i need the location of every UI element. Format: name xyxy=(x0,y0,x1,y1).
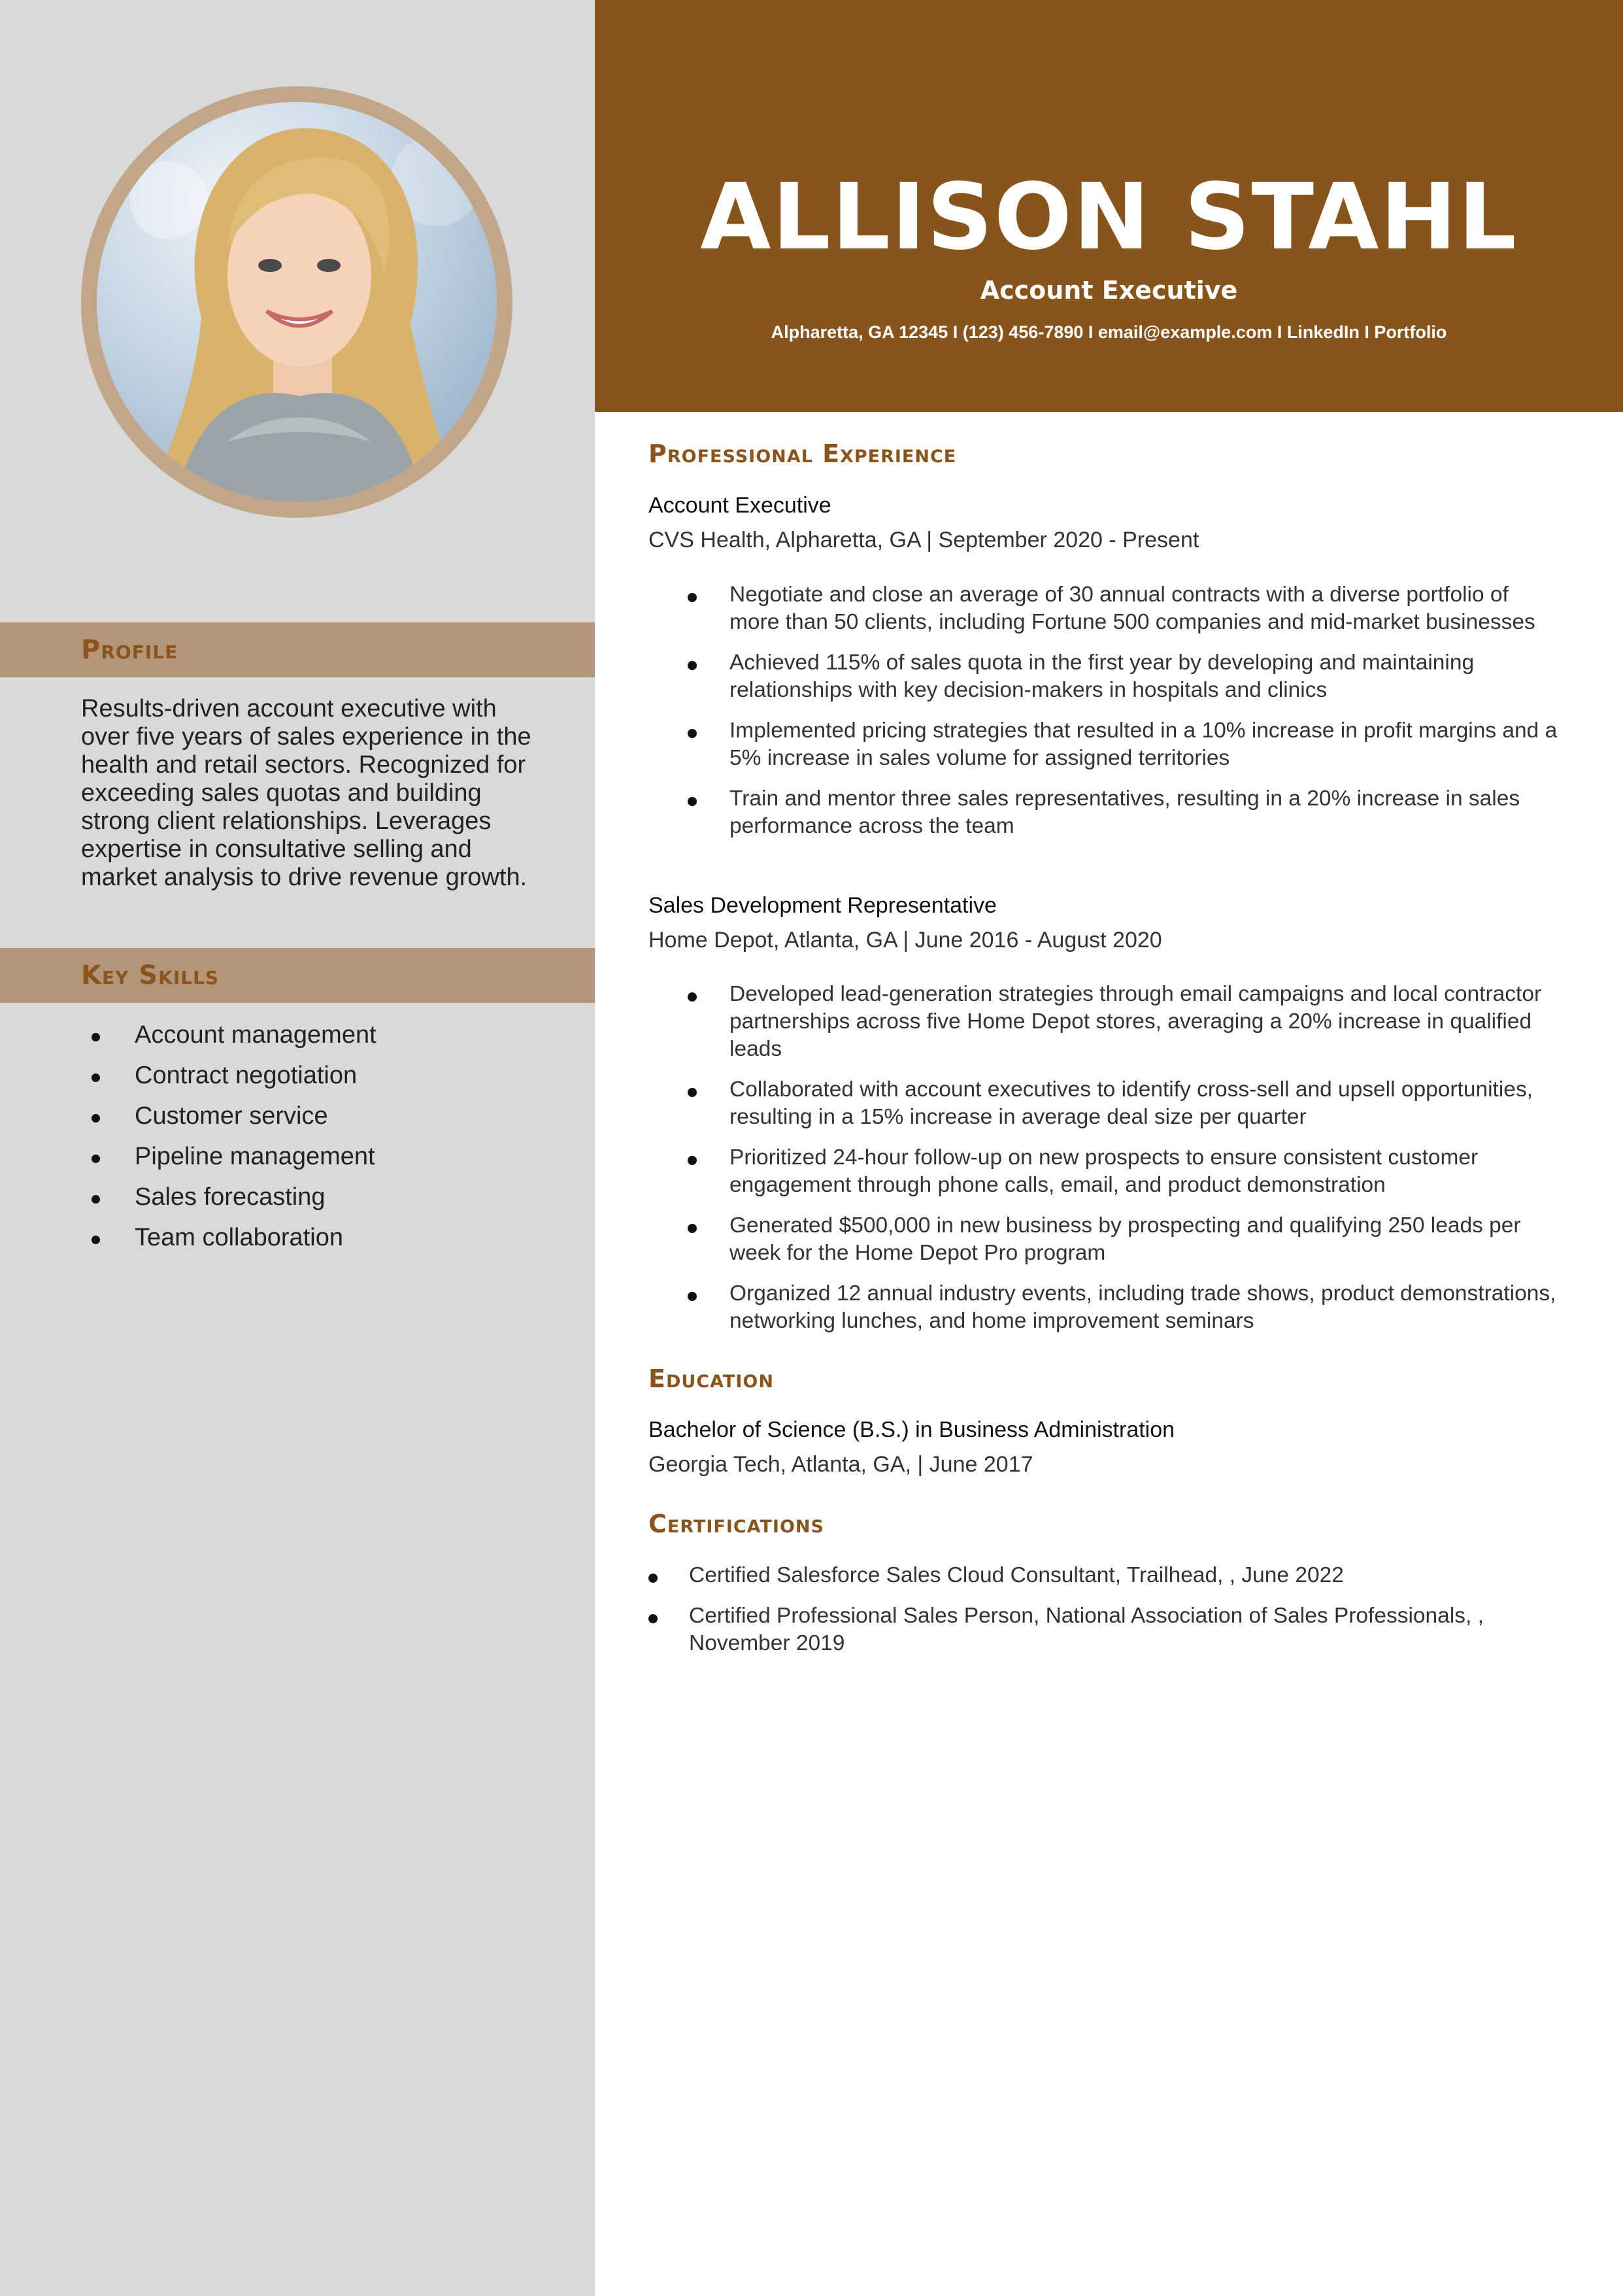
job-bullet: Train and mentor three sales representatives, resulting in a 20% increase in sales performance across the team xyxy=(648,785,1564,840)
education-heading: Education xyxy=(648,1364,774,1393)
job-bullets xyxy=(648,981,1564,1348)
resume-header xyxy=(595,0,1623,412)
skill-item: Pipeline management xyxy=(81,1136,539,1177)
contact-phone: (123) 456-7890 xyxy=(962,322,1084,342)
certifications-list xyxy=(648,1562,1564,1670)
certification-item: Certified Professional Sales Person, National Association of Sales Professionals, , November 2019 xyxy=(648,1602,1564,1657)
job-bullet: Organized 12 annual industry events, including trade shows, product demonstrations, networking lunches, and home improvement seminars xyxy=(648,1280,1564,1335)
degree: Bachelor of Science (B.S.) in Business Administration xyxy=(648,1417,1175,1442)
job-meta: Home Depot, Atlanta, GA | June 2016 - August 2020 xyxy=(648,928,1162,953)
job-meta: CVS Health, Alpharetta, GA | September 2020 - Present xyxy=(648,528,1199,552)
contact-email[interactable]: email@example.com xyxy=(1097,322,1273,342)
job-bullet: Developed lead-generation strategies through email campaigns and local contractor partnerships across five Home Depot stores, averaging a 20% increase in qualified leads xyxy=(648,981,1564,1063)
job-bullet: Generated $500,000 in new business by prospecting and qualifying 250 leads per week for the Home Depot Pro program xyxy=(648,1212,1564,1267)
profile-heading-band xyxy=(0,622,595,677)
job-title: Account Executive xyxy=(648,493,831,518)
sidebar xyxy=(0,0,595,2296)
profile-photo-illustration xyxy=(97,102,497,502)
job-bullet: Prioritized 24-hour follow-up on new prospects to ensure consistent customer engagement through phone calls, email, and product demonstration xyxy=(648,1144,1564,1199)
profile-summary: Results-driven account executive with over five years of sales experience in the health and retail sectors. Recognized for exceeding sales quotas and building strong client relationships. Leverages expertise in consultative selling and market analysis to drive revenue growth. xyxy=(81,695,531,891)
contact-line xyxy=(595,322,1623,343)
skill-item: Account management xyxy=(81,1015,539,1055)
certifications-heading: Certifications xyxy=(648,1510,824,1538)
contact-separator: I xyxy=(1083,322,1098,342)
contact-linkedin[interactable]: LinkedIn xyxy=(1286,322,1360,342)
certification-item: Certified Salesforce Sales Cloud Consultant, Trailhead, , June 2022 xyxy=(648,1562,1564,1589)
job-bullet: Achieved 115% of sales quota in the first year by developing and maintaining relationships with key decision-makers in hospitals and clinics xyxy=(648,649,1564,704)
contact-address: Alpharetta, GA 12345 xyxy=(771,322,948,342)
job-bullet: Collaborated with account executives to identify cross-sell and upsell opportunities, resulting in a 15% increase in average deal size per quarter xyxy=(648,1076,1564,1131)
job-bullets xyxy=(648,581,1564,853)
skills-heading: Key Skills xyxy=(81,960,220,990)
profile-heading: Profile xyxy=(81,635,178,665)
contact-separator: I xyxy=(1359,322,1375,342)
contact-separator: I xyxy=(948,322,963,342)
candidate-name: ALLISON STAHL xyxy=(700,164,1518,271)
experience-heading: Professional Experience xyxy=(648,439,957,468)
skill-item: Team collaboration xyxy=(81,1217,539,1258)
skills-list xyxy=(81,1015,539,1258)
skill-item: Sales forecasting xyxy=(81,1177,539,1217)
skills-heading-band xyxy=(0,948,595,1003)
profile-photo xyxy=(97,102,497,502)
contact-separator: I xyxy=(1272,322,1287,342)
job-bullet: Implemented pricing strategies that resulted in a 10% increase in profit margins and a 5% increase in sales volume for assigned territories xyxy=(648,717,1564,772)
contact-portfolio[interactable]: Portfolio xyxy=(1374,322,1447,342)
job-title: Sales Development Representative xyxy=(648,893,997,918)
candidate-title: Account Executive xyxy=(980,276,1238,305)
photo-frame xyxy=(81,86,512,518)
job-bullet: Negotiate and close an average of 30 annual contracts with a diverse portfolio of more than 50 clients, including Fortune 500 companies and mid-market businesses xyxy=(648,581,1564,636)
skill-item: Customer service xyxy=(81,1096,539,1136)
skill-item: Contract negotiation xyxy=(81,1055,539,1096)
education-meta: Georgia Tech, Atlanta, GA, | June 2017 xyxy=(648,1452,1033,1477)
